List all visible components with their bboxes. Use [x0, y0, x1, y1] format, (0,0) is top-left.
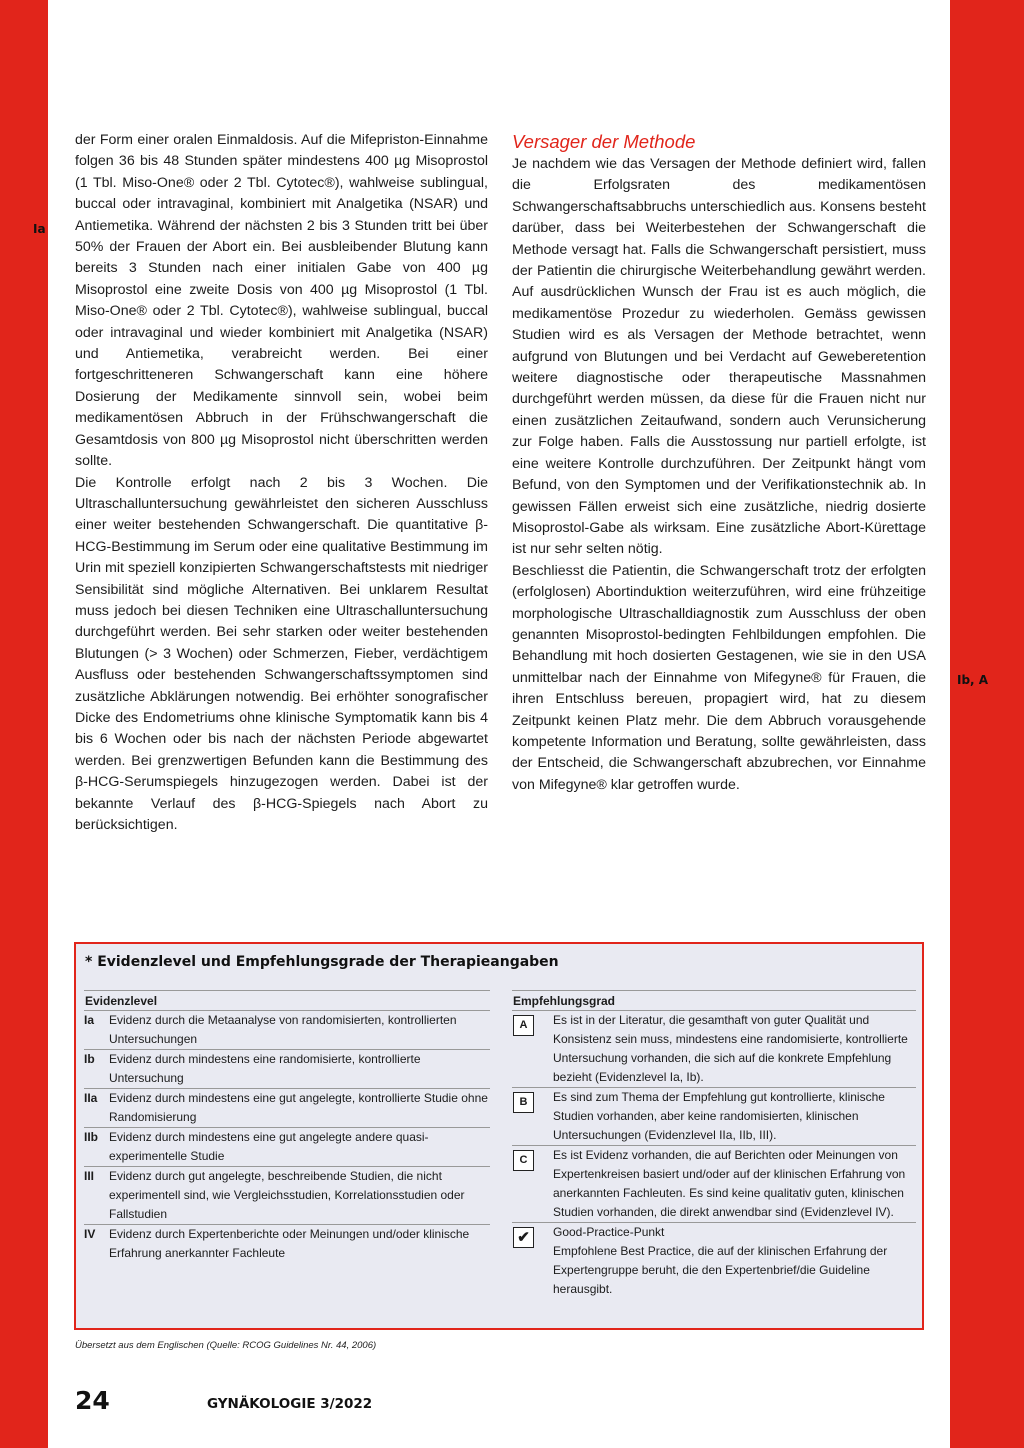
left-accent-bar — [0, 0, 48, 1448]
grade-badge: B — [513, 1092, 534, 1113]
right-accent-bar — [950, 0, 1024, 1448]
level-text: Evidenz durch gut angelegte, beschreibende Studien, die nicht experimentell sind, wie Vergleichsstudien, Korrelationsstudien oder Fallstudien — [109, 1169, 465, 1221]
margin-note-left: Ia — [33, 222, 46, 236]
level-row — [84, 1011, 490, 1050]
grade-description: Empfohlene Best Practice, die auf der klinischen Erfahrung der Expertengruppe beruht, die den Expertenbrief/die Guideline herausgibt. — [553, 1244, 888, 1296]
journal-title: GYNÄKOLOGIE 3/2022 — [207, 1396, 373, 1412]
level-row — [84, 1128, 490, 1167]
grade-text: Es ist in der Literatur, die gesamthaft von guter Qualität und Konsistenz sein muss, mindestens eine randomisierte, kontrollierte Untersuchung vorhanden, die sich auf die konkrete Empfehlung bezieht (Evidenzlevel Ia, Ib). — [553, 1013, 908, 1084]
grade-badge: C — [513, 1150, 534, 1171]
evidence-levels-table — [84, 990, 490, 1263]
grade-title: Good-Practice-Punkt — [553, 1225, 665, 1239]
margin-note-right: Ib, A — [957, 673, 989, 687]
grade-text: Es ist Evidenz vorhanden, die auf Berichten oder Meinungen von Expertenkreisen basiert und/oder auf der klinischen Erfahrung von anerkannten Fachleuten. Es sind keine qualitativ guten, klinischen Studien vorhanden, die direkt anwendbar sind (Evidenzlevel IV). — [553, 1148, 906, 1219]
level-row — [84, 1167, 490, 1225]
level-text: Evidenz durch mindestens eine gut angelegte andere quasi-experimentelle Studie — [109, 1130, 429, 1163]
page-number: 24 — [75, 1386, 110, 1415]
grade-badge: A — [513, 1015, 534, 1036]
section-heading: Versager der Methode — [512, 131, 696, 152]
level-code: IIa — [84, 1091, 98, 1105]
level-text: Evidenz durch mindestens eine randomisierte, kontrollierte Untersuchung — [109, 1052, 421, 1085]
level-code: IV — [84, 1227, 96, 1241]
evidence-box-title: * Evidenzlevel und Empfehlungsgrade der Therapieangaben — [85, 954, 559, 970]
level-code: III — [84, 1169, 95, 1183]
grade-row — [512, 1146, 916, 1223]
level-text: Evidenz durch mindestens eine gut angelegte, kontrollierte Studie ohne Randomisierung — [109, 1091, 488, 1124]
paragraph: Je nachdem wie das Versagen der Methode definiert wird, fallen die Erfolgsraten des medikamentösen Schwangerschaftsabbruchs unterschiedlich aus. Konsens besteht darüber, dass bei Weiterbestehen der Schwangerschaft die Methode versagt hat. Falls die Schwangerschaft persistiert, muss der Patientin die chirurgische Weiterbehandlung gewährt werden. Auf ausdrücklichen Wunsch der Frau ist es auch möglich, die medikamentöse Prozedur zu wiederholen. Gemäss gewissen Studien wird es als Versagen der Methode betrachtet, wenn aufgrund von Blutungen und bei Verdacht auf Geweberetention weitere diagnostische oder therapeutische Massnahmen durchgeführt werden müssen, da diese für die Frauen nicht nur einen zusätzlichen Zeitaufwand, sondern auch Verunsicherung zur Folge haben. Falls die Ausstossung nur partiell erfolgte, ist eine weitere Kontrolle durchzuführen. Der Zeitpunkt hängt vom Befund, von den Symptomen und der Verifikationstechnik ab. In gewissen Fällen erweist sich eine zusätzliche, niedrig dosierte Misoprostol-Gabe als wirksam. Eine zusätzliche Abort-Kürettage ist nur sehr selten nötig. — [512, 156, 926, 558]
grade-row — [512, 1011, 916, 1088]
paragraph: der Form einer oralen Einmaldosis. Auf die Mifepriston-Einnahme folgen 36 bis 48 Stunden später mindestens 400 µg Misoprostol (1 Tbl. Miso-One® oder 2 Tbl. Cytotec®), wahlweise sublingual, buccal oder intravaginal, kombiniert mit Analgetika (NSAR) und Antiemetika. Während der nächsten 2 bis 3 Stunden tritt bei über 50% der Frauen der Abort ein. Bei ausbleibender Blutung kann bereits 3 Stunden nach einer initialen Gabe von 400 µg Misoprostol eine zweite Dosis von 400 µg Misoprostol (1 Tbl. Miso-One® oder 2 Tbl. Cytotec®), wahlweise sublingual, buccal oder intravaginal und wieder kombiniert mit Analgetika (NSAR) und Antiemetika, verabreicht werden. Bei einer fortgeschritteneren Schwangerschaft kann eine höhere Dosierung der Medikamente sinnvoll sein, wobei beim medikamentösen Abbruch in der Frühschwangerschaft die Gesamtdosis von 800 µg Misoprostol nicht überschritten werden sollte. — [75, 132, 488, 470]
grades-header: Empfehlungsgrad — [512, 990, 916, 1011]
level-code: Ib — [84, 1052, 95, 1066]
level-row — [84, 1089, 490, 1128]
left-column — [75, 130, 488, 836]
recommendation-grades-table — [512, 990, 916, 1299]
paragraph: Die Kontrolle erfolgt nach 2 bis 3 Wochen. Die Ultraschalluntersuchung gewährleistet den sicheren Ausschluss einer weiter bestehenden Schwangerschaft. Die quantitative β-HCG-Bestimmung im Serum oder eine qualitative Bestimmung im Urin mit speziell konzipierten Schwangerschaftstests mit niedriger Sensibilität sind mögliche Alternativen. Bei unklarem Resultat muss jedoch bei diesen Techniken eine Ultraschalluntersuchung durchgeführt werden. Bei sehr starken oder weiter bestehenden Blutungen (> 3 Wochen) oder Schmerzen, Fieber, verdächtigem Ausfluss oder bestehenden Schwangerschaftssymptomen sind zusätzliche Abklärungen notwendig. Bei erhöhter sonografischer Dicke des Endometriums ohne klinische Symptomatik kann bis 4 bis 6 Wochen oder bis nach der nächsten Periode abgewartet werden. Bei grenzwertigen Befunden kann die Bestimmung des β-HCG-Serumspiegels hinzugezogen werden. Dabei ist der bekannte Verlauf des β-HCG-Spiegels nach Abort zu berücksichtigen. — [75, 474, 488, 833]
grade-row — [512, 1223, 916, 1299]
level-text: Evidenz durch die Metaanalyse von randomisierten, kontrollierten Untersuchungen — [109, 1013, 457, 1046]
grade-row — [512, 1088, 916, 1146]
source-note: Übersetzt aus dem Englischen (Quelle: RCOG Guidelines Nr. 44, 2006) — [75, 1340, 377, 1351]
checkmark-icon: ✔ — [513, 1227, 534, 1248]
evidence-box — [74, 942, 924, 1330]
level-code: IIb — [84, 1130, 98, 1144]
paragraph: Beschliesst die Patientin, die Schwangerschaft trotz der erfolgten (erfolglosen) Abortinduktion weiterzuführen, wird eine frühzeitige morphologische Ultraschalldiagnostik zum Ausschluss der oben genannten Misoprostol-bedingten Fehlbildungen empfohlen. Die Behandlung mit hoch dosierten Gestagenen, wie sie in den USA unmittelbar nach der Einnahme von Mifegyne® für Frauen, die ihren Entschluss bereuen, propagiert wird, hat zu diesem Zeitpunkt keinen Platz mehr. Die dem Abbruch vorausgehende kompetente Information und Beratung, sollte gewährleisten, dass der Entscheid, die Schwangerschaft abzubrechen, vor Einnahme von Mifegyne® klar getroffen wurde. — [512, 562, 926, 793]
grade-text — [553, 1223, 916, 1299]
grade-text: Es sind zum Thema der Empfehlung gut kontrollierte, klinische Studien vorhanden, aber keine randomisierten, klinischen Untersuchungen (Evidenzlevel IIa, IIb, III). — [553, 1090, 885, 1142]
level-row — [84, 1225, 490, 1263]
level-row — [84, 1050, 490, 1089]
right-column — [512, 130, 926, 796]
level-code: Ia — [84, 1013, 95, 1027]
levels-header: Evidenzlevel — [84, 990, 490, 1011]
level-text: Evidenz durch Expertenberichte oder Meinungen und/oder klinische Erfahrung anerkannter Fachleute — [109, 1227, 470, 1260]
